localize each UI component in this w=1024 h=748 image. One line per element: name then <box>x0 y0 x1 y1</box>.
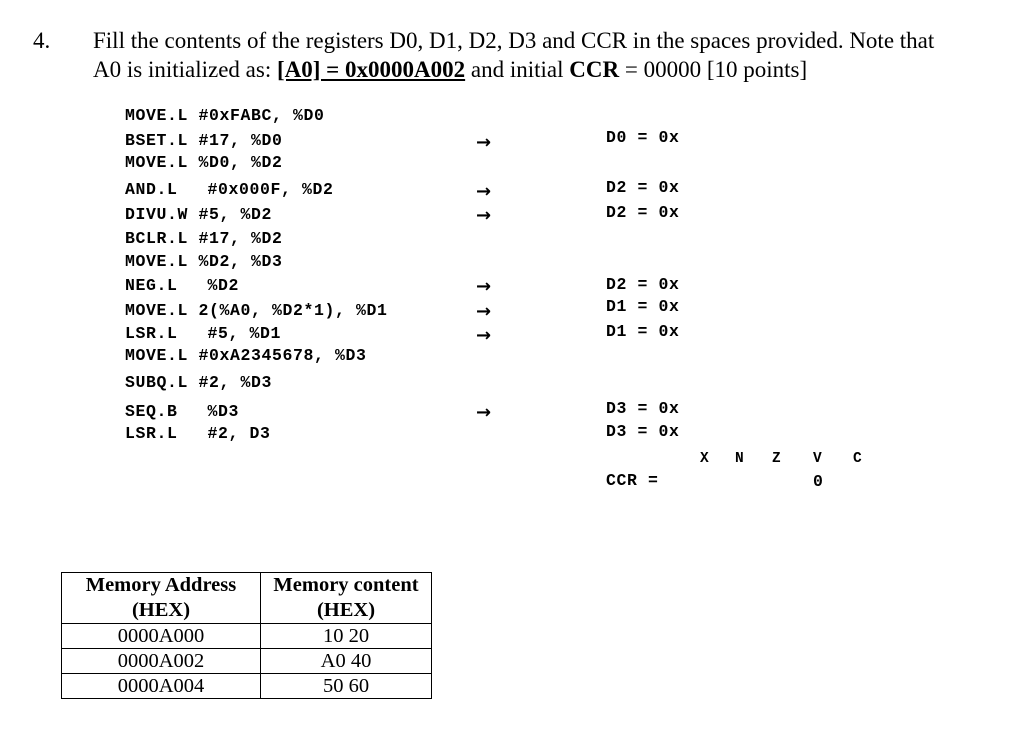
answer-d2[interactable]: D2 = 0x <box>606 275 680 294</box>
right-arrow-icon: → <box>476 325 492 346</box>
right-arrow-icon: → <box>476 132 492 153</box>
table-row <box>62 649 432 674</box>
ccr-flag-v: V <box>813 451 823 467</box>
ccr-flag-c: C <box>853 451 863 467</box>
question-number: 4. <box>33 28 51 53</box>
code-line: BCLR.L #17, %D2 <box>125 229 283 248</box>
ccr-flag-z: Z <box>772 451 782 467</box>
code-line: SUBQ.L #2, %D3 <box>125 373 273 392</box>
ccr-label: CCR = <box>606 471 659 490</box>
ccr-flag-n: N <box>735 451 745 467</box>
code-line: LSR.L #2, D3 <box>125 424 271 443</box>
memory-content-cell: 10 20 <box>261 624 432 649</box>
table-header-row <box>62 573 432 624</box>
memory-address-cell: 0000A002 <box>62 649 261 674</box>
ccr-flag-x: X <box>700 451 710 467</box>
code-line: MOVE.L %D0, %D2 <box>125 153 283 172</box>
question-line-1: Fill the contents of the registers D0, D1, D2, D3 and CCR in the spaces provided. Note that <box>93 28 935 53</box>
answer-d0[interactable]: D0 = 0x <box>606 128 680 147</box>
code-line: NEG.L %D2 <box>125 276 240 295</box>
right-arrow-icon: → <box>476 276 492 297</box>
ccr-initial-value: = 00000 <box>619 57 702 82</box>
code-line: SEQ.B %D3 <box>125 402 240 421</box>
answer-d1[interactable]: D1 = 0x <box>606 297 680 316</box>
ccr-initial-label: CCR <box>569 57 620 82</box>
points-label: [10 points] <box>701 57 808 82</box>
right-arrow-icon: → <box>476 301 492 322</box>
answer-d3[interactable]: D3 = 0x <box>606 399 680 418</box>
code-line: MOVE.L 2(%A0, %D2*1), %D1 <box>125 301 388 320</box>
right-arrow-icon: → <box>476 402 492 423</box>
column-header-content: Memory content (HEX) <box>261 573 432 624</box>
code-line: LSR.L #5, %D1 <box>125 324 282 343</box>
answer-d2[interactable]: D2 = 0x <box>606 203 680 222</box>
ccr-v-value[interactable]: 0 <box>813 472 824 491</box>
memory-content-cell: A0 40 <box>261 649 432 674</box>
answer-d3[interactable]: D3 = 0x <box>606 422 680 441</box>
table-row <box>62 624 432 649</box>
code-line: AND.L #0x000F, %D2 <box>125 180 334 199</box>
code-line: DIVU.W #5, %D2 <box>125 205 273 224</box>
line2-prefix: A0 is initialized as: <box>93 57 277 82</box>
question-line-2 <box>93 57 807 83</box>
memory-content-cell: 50 60 <box>261 674 432 699</box>
code-line: MOVE.L %D2, %D3 <box>125 252 283 271</box>
line2-mid: and initial <box>465 57 570 82</box>
column-header-address: Memory Address (HEX) <box>62 573 261 624</box>
answer-d2[interactable]: D2 = 0x <box>606 178 680 197</box>
code-line: MOVE.L #0xA2345678, %D3 <box>125 346 367 365</box>
code-line: BSET.L #17, %D0 <box>125 131 283 150</box>
a0-initial-value: [A0] = 0x0000A002 <box>276 57 466 82</box>
right-arrow-icon: → <box>476 205 492 226</box>
right-arrow-icon: → <box>476 181 492 202</box>
code-line: MOVE.L #0xFABC, %D0 <box>125 106 325 125</box>
memory-table <box>61 572 432 699</box>
table-row <box>62 674 432 699</box>
memory-address-cell: 0000A004 <box>62 674 261 699</box>
answer-d1[interactable]: D1 = 0x <box>606 322 680 341</box>
memory-address-cell: 0000A000 <box>62 624 261 649</box>
